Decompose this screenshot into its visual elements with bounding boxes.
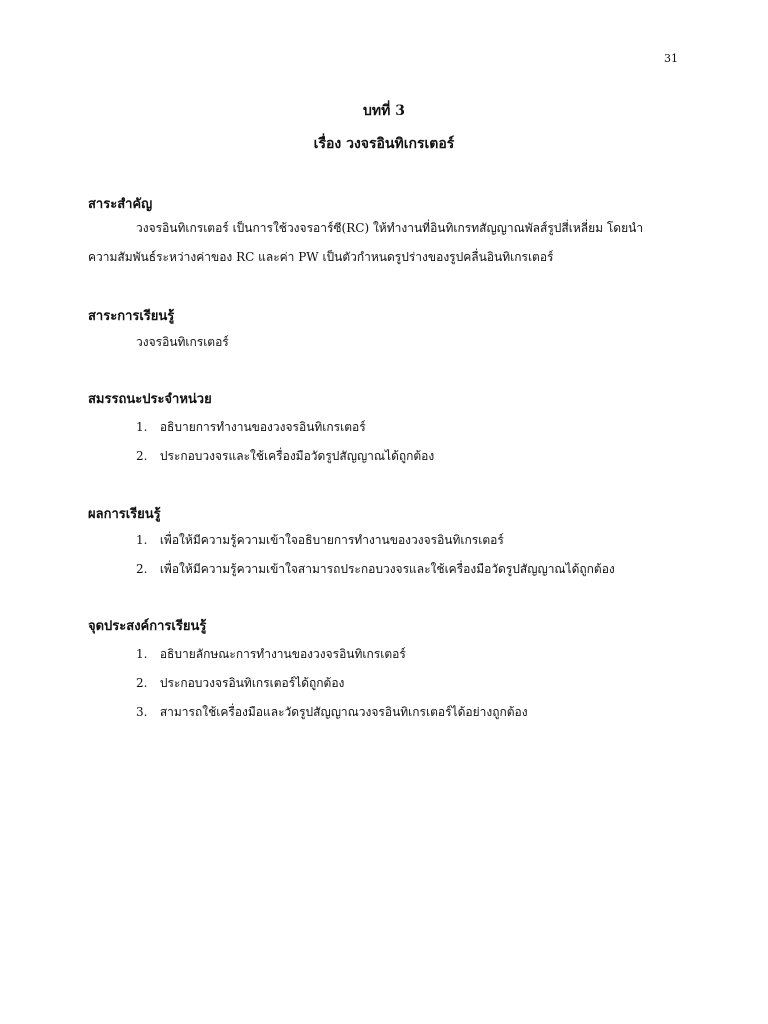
essence-line-2: ความสัมพันธ์ระหว่างค่าของ RC และค่า PW เป็นตัวกำหนดรูปร่างของรูปคลื่นอินทิเกรเตอร์ [88,250,554,264]
item-number: 1. [136,533,148,547]
item-text: อธิบายการทำงานของวงจรอินทิเกรเตอร์ [159,420,366,434]
list-item [136,703,528,732]
item-text: เพื่อให้มีความรู้ความเข้าใจอธิบายการทำงานของวงจรอินทิเกรเตอร์ [159,533,504,547]
item-text: ประกอบวงจรและใช้เครื่องมือวัดรูปสัญญาณได้ถูกต้อง [159,449,435,463]
list-item [136,418,434,447]
item-text: ประกอบวงจรอินทิเกรเตอร์ได้ถูกต้อง [159,676,345,690]
item-text: เพื่อให้มีความรู้ความเข้าใจสามารถประกอบวงจรและใช้เครื่องมือวัดรูปสัญญาณได้ถูกต้อง [159,562,615,576]
objectives-list [136,645,528,732]
list-item [136,645,528,674]
learning-outcomes-heading: ผลการเรียนรู้ [88,507,161,522]
list-item [136,531,615,560]
chapter-title: เรื่อง วงจรอินทิเกรเตอร์ [313,136,455,152]
essence-heading: สาระสำคัญ [88,197,153,212]
item-number: 1. [136,420,148,434]
item-number: 2. [136,562,148,576]
learning-content-heading: สาระการเรียนรู้ [88,309,175,324]
item-number: 1. [136,647,148,661]
item-text: อธิบายลักษณะการทำงานของวงจรอินทิเกรเตอร์ [159,647,406,661]
item-number: 3. [136,705,148,719]
item-number: 2. [136,449,148,463]
learning-outcomes-list [136,531,615,589]
unit-competency-list [136,418,434,476]
unit-competency-heading: สมรรถนะประจำหน่วย [88,392,212,407]
list-item [136,674,528,703]
page-number: 31 [664,52,678,65]
list-item [136,560,615,589]
list-item [136,447,434,476]
chapter-heading: บทที่ 3 [363,103,405,119]
objectives-heading: จุดประสงค์การเรียนรู้ [88,619,207,634]
item-text: สามารถใช้เครื่องมือและวัดรูปสัญญาณวงจรอินทิเกรเตอร์ได้อย่างถูกต้อง [159,705,528,719]
essence-line-1: วงจรอินทิเกรเตอร์ เป็นการใช้วงจรอาร์ซี(RC) ให้ทำงานที่อินทิเกรทสัญญาณพัลส์รูปสี่เหลี่ยม โดยนำ [136,221,644,235]
learning-content-text: วงจรอินทิเกรเตอร์ [136,335,229,349]
essence-paragraph [88,214,680,272]
item-number: 2. [136,676,148,690]
